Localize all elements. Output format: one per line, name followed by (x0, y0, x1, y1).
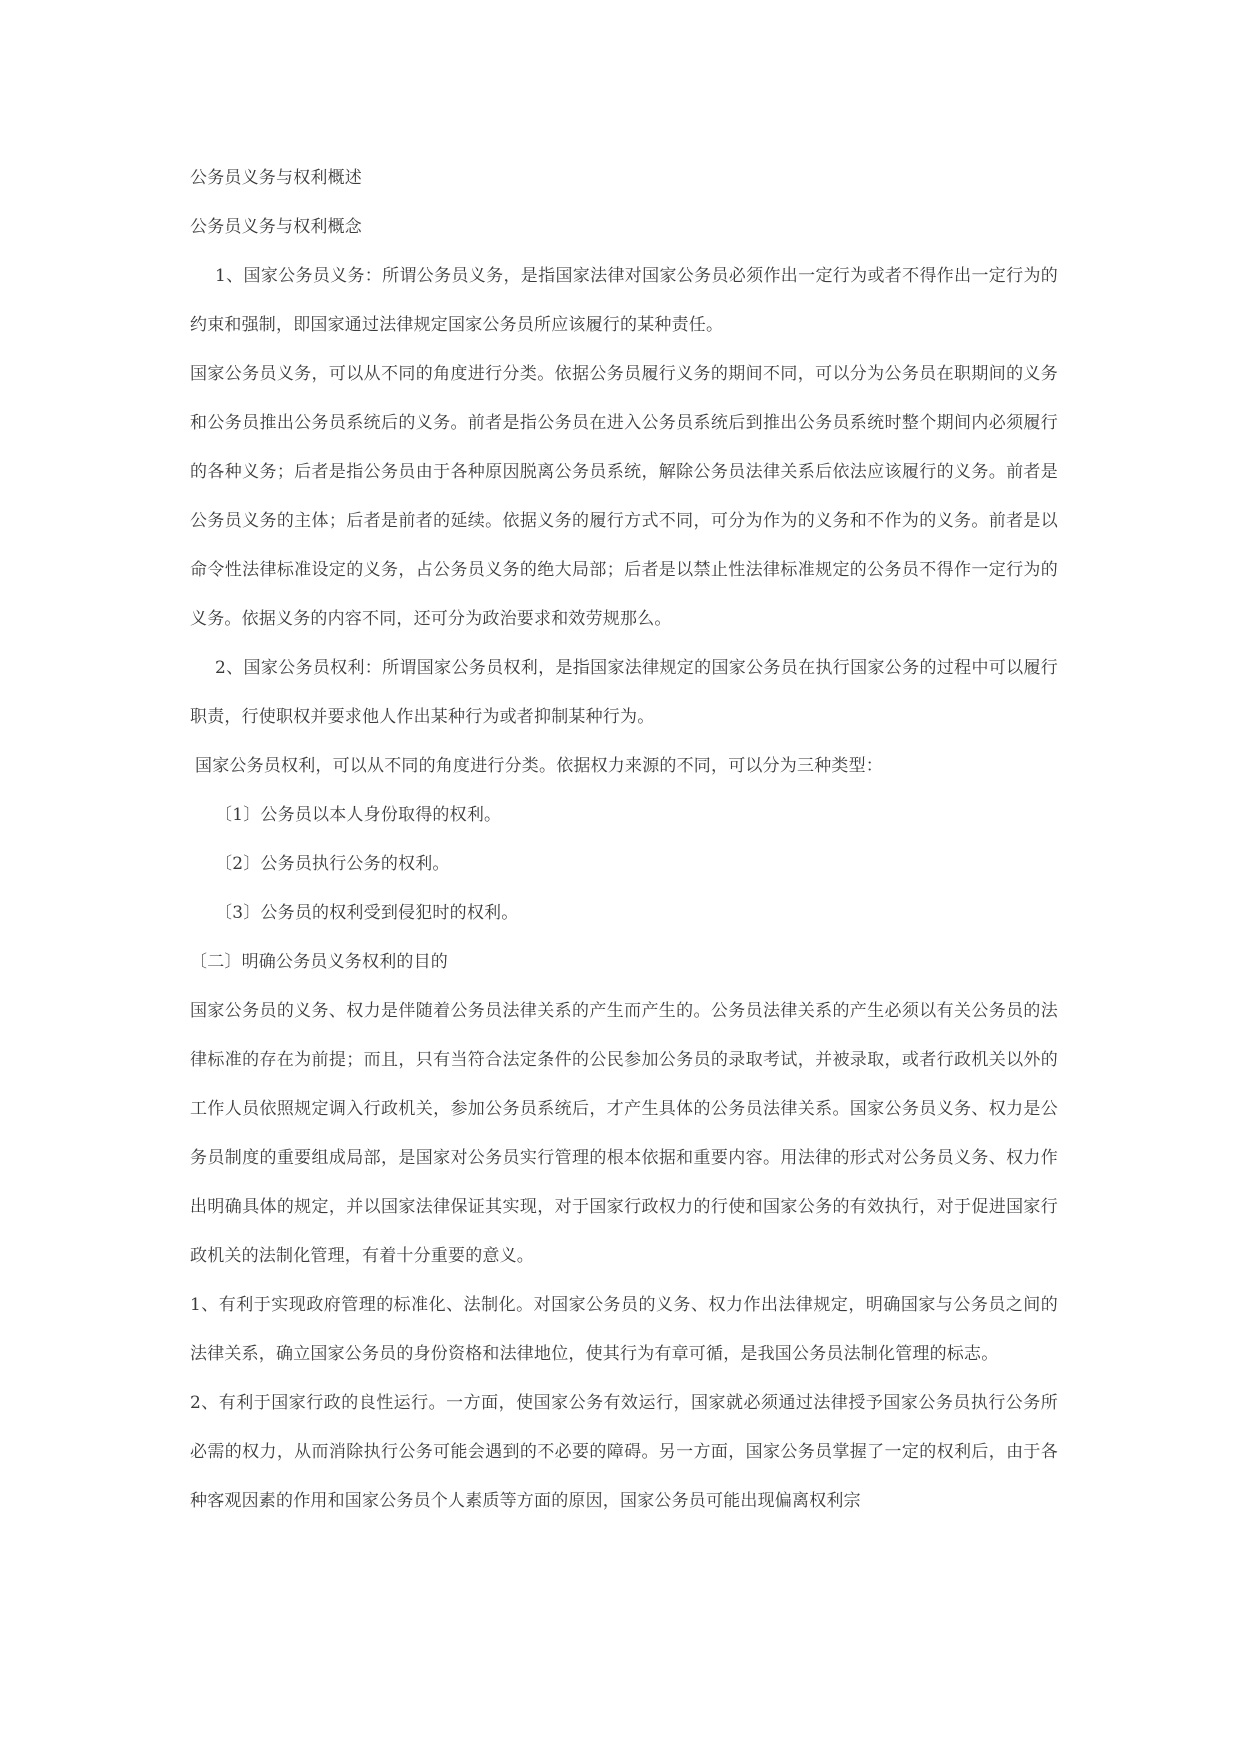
list-item: 〔3〕公务员的权利受到侵犯时的权利。 (215, 903, 519, 923)
section-heading: 〔二〕明确公务员义务权利的目的 (190, 952, 448, 972)
paragraph-purpose: 国家公务员的义务、权力是伴随着公务员法律关系的产生而产生的。公务员法律关系的产生必须以有关公务员的法律标准的存在为前提；而且，只有当符合法定条件的公民参加公务员的录取考试，并被录取，或者行政机关以外的工作人员依照规定调入行政机关，参加公务员系统后，才产生具体的公务员法律关系。国家公务员义务、权力是公务员制度的重要组成局部，是国家对公务员实行管理的根本依据和重要内容。用法律的形式对公务员义务、权力作出明确具体的规定，并以国家法律保证其实现，对于国家行政权力的行使和国家公务的有效执行，对于促进国家行政机关的法制化管理，有着十分重要的意义。 (190, 1001, 1058, 1266)
paragraph-civil-servant-duty: 1、国家公务员义务：所谓公务员义务，是指国家法律对国家公务员必须作出一定行为或者不得作出一定行为的约束和强制，即国家通过法律规定国家公务员所应该履行的某种责任。 (190, 266, 1058, 335)
paragraph-civil-servant-rights: 2、国家公务员权利：所谓国家公务员权利，是指国家法律规定的国家公务员在执行国家公务的过程中可以履行职责，行使职权并要求他人作出某种行为或者抑制某种行为。 (190, 658, 1058, 727)
list-item: 〔1〕公务员以本人身份取得的权利。 (215, 805, 502, 825)
paragraph-rights-classification: 国家公务员权利，可以从不同的角度进行分类。依据权力来源的不同，可以分为三种类型： (195, 756, 883, 776)
document-subtitle: 公务员义务与权利概念 (190, 217, 362, 237)
paragraph-duty-classification: 国家公务员义务，可以从不同的角度进行分类。依据公务员履行义务的期间不同，可以分为公务员在职期间的义务和公务员推出公务员系统后的义务。前者是指公务员在进入公务员系统后到推出公务员系统时整个期间内必须履行的各种义务；后者是指公务员由于各种原因脱离公务员系统，解除公务员法律关系后依法应该履行的义务。前者是公务员义务的主体；后者是前者的延续。依据义务的履行方式不同，可分为作为的义务和不作为的义务。前者是以命令性法律标准设定的义务，占公务员义务的绝大局部；后者是以禁止性法律标准规定的公务员不得作一定行为的义务。依据义务的内容不同，还可分为政治要求和效劳规那么。 (190, 364, 1058, 629)
document-page (190, 154, 1058, 1526)
list-item: 〔2〕公务员执行公务的权利。 (215, 854, 450, 874)
paragraph-point-1: 1、有利于实现政府管理的标准化、法制化。对国家公务员的义务、权力作出法律规定，明确国家与公务员之间的法律关系，确立国家公务员的身份资格和法律地位，使其行为有章可循，是我国公务员法制化管理的标志。 (190, 1295, 1058, 1364)
document-title: 公务员义务与权利概述 (190, 168, 362, 188)
paragraph-point-2: 2、有利于国家行政的良性运行。一方面，使国家公务有效运行，国家就必须通过法律授予国家公务员执行公务所必需的权力，从而消除执行公务可能会遇到的不必要的障碍。另一方面，国家公务员掌握了一定的权利后，由于各种客观因素的作用和国家公务员个人素质等方面的原因，国家公务员可能出现偏离权利宗 (190, 1393, 1058, 1511)
